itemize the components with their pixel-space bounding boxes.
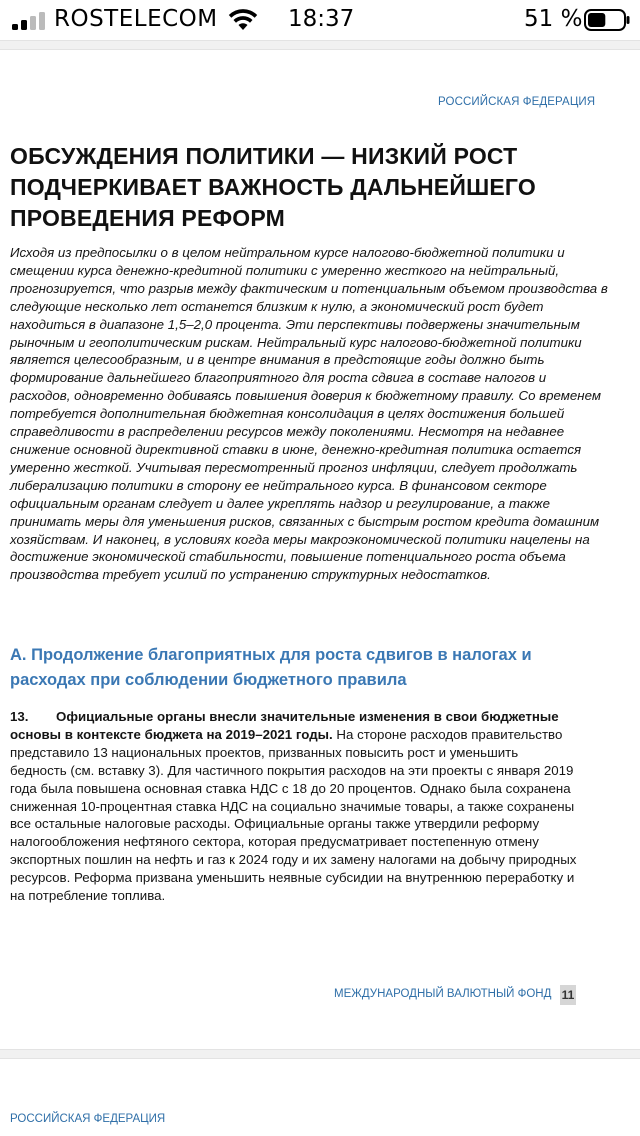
footer-organization: МЕЖДУНАРОДНЫЙ ВАЛЮТНЫЙ ФОНД — [334, 988, 552, 1000]
running-head: РОССИЙСКАЯ ФЕДЕРАЦИЯ — [438, 96, 596, 108]
paragraph-body: На стороне расходов правительство представило 13 национальных проектов, призванных повысить рост и уменьшить бедность (см. вставку 3). Для частичного покрытия расходов на эти проекты с января 2019 года была повышена основная ставка НДС с 18 до 20 процентов. Однако была сохранена сниженная 10-процентная ставка НДС на социально значимые товары, а также сохранены все остальные налоговые расходы. Официальные органы также утвердили реформу налогообложения нефтяного сектора, которая предусматривает постепенную отмену экспортных пошлин на нефть и газ к 2024 году и их замену налогами на добычу природных ресурсов. Реформа призвана уменьшить неявные субсидии на внутреннюю переработку и на потребление топлива. — [10, 726, 577, 904]
battery-icon — [584, 9, 630, 31]
page-separator-bottom — [0, 1049, 640, 1059]
status-bar — [0, 0, 640, 40]
wifi-icon — [228, 9, 258, 31]
page-number: 11 — [560, 985, 576, 1005]
signal-strength-icon — [12, 12, 48, 30]
paragraph-13 — [10, 708, 578, 905]
section-heading: A. Продолжение благоприятных для роста сдвигов в налогах и расходах при соблюдении бюджетного правила — [10, 646, 532, 689]
lead-summary: Исходя из предпосылки о в целом нейтральном курсе налогово-бюджетной политики и смещении курса денежно-кредитной политики с умеренно жесткого на нейтральный, прогнозируется, что разрыв между фактическим и потенциальным объемом производства в следующие несколько лет останется близким к нулю, а экономический рост будет находиться в диапазоне 1,5–2,0 процента. Эти перспективы подвержены значительным рыночным и геополитическим рискам. Нейтральный курс налогово-бюджетной политики является целесообразным, и в центре внимания в предстоящие годы должно быть формирование дальнейшего благоприятного для роста сдвига в составе налогов и расходов, одновременно добиваясь повышения доверия к бюджетному правилу. Со временем потребуется дополнительная бюджетная консолидация в целях достижения большей справедливости в распределении ресурсов между поколениями. Несмотря на недавнее снижение основной директивной ставки в июне, денежно-кредитная политика остается умеренно жесткой. Учитывая пересмотренный прогноз инфляции, следует продолжать либерализацию политики в сторону ее нейтрального курса. В финансовом секторе официальным органам следует и далее укреплять надзор и регулирование, а также принимать меры для уменьшения рисков, связанных с быстрым ростом кредита домашним хозяйствам. И наконец, в условиях когда меры макроэкономической политики нацелены на достижение экономической стабильности, повышение потенциального роста объема производства требует усилий по устранению структурных недостатков. — [10, 245, 608, 583]
page-separator-top — [0, 40, 640, 50]
clock: 18:37 — [288, 6, 355, 32]
battery-percent: 51 % — [524, 6, 583, 32]
paragraph-number: 13. — [10, 709, 29, 724]
page-title: ОБСУЖДЕНИЯ ПОЛИТИКИ — НИЗКИЙ РОСТ ПОДЧЕРКИВАЕТ ВАЖНОСТЬ ДАЛЬНЕЙШЕГО ПРОВЕДЕНИЯ РЕФОРМ — [10, 143, 536, 231]
carrier-name: ROSTELECOM — [54, 6, 218, 32]
next-page-running-head: РОССИЙСКАЯ ФЕДЕРАЦИЯ — [10, 1113, 166, 1125]
paragraph-lead-in: Официальные органы внесли значительные изменения в свои бюджетные основы в контексте бюджета на 2019–2021 годы. — [10, 709, 559, 742]
